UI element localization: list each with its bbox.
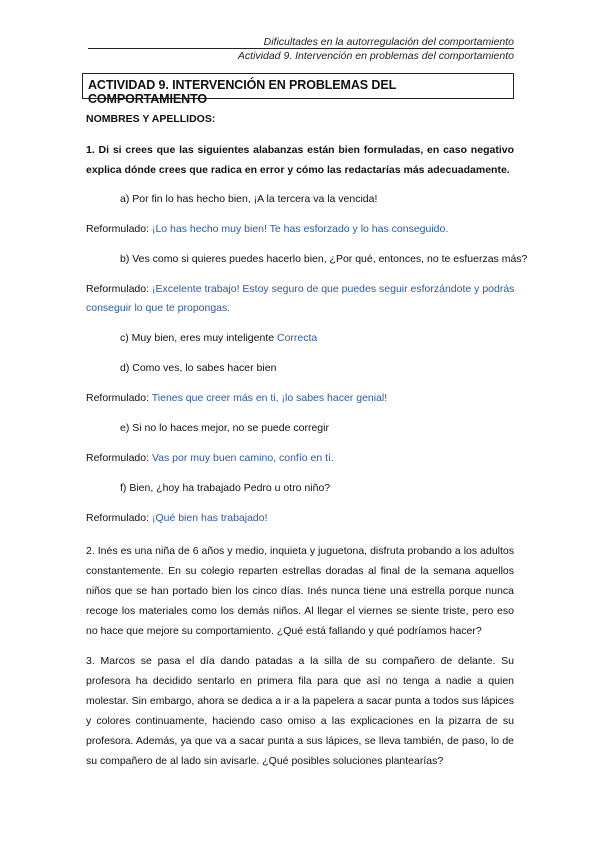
item-f-reformulated [86, 512, 268, 524]
answer-a: ¡Lo has hecho muy bien! Te has esforzado y lo has conseguido. [151, 223, 449, 235]
item-e-reformulated [86, 452, 334, 464]
reformulado-label: Reformulado: [86, 283, 150, 295]
header-rule [88, 48, 514, 49]
item-d-reformulated [86, 392, 387, 404]
answer-c: Correcta [277, 332, 318, 344]
answer-b-line2: conseguir lo que te propongas. [86, 302, 231, 314]
answer-d: Tienes que creer más en ti, ¡lo sabes hacer genial! [151, 392, 388, 404]
question-1: 1. Di si crees que las siguientes alabanzas están bien formuladas, en caso negativo explica dónde crees que radica en error y cómo las redactarías más adecuadamente. [86, 144, 514, 176]
page-title: ACTIVIDAD 9. INTERVENCIÓN EN PROBLEMAS DEL COMPORTAMIENTO [88, 78, 396, 106]
answer-b-line1: ¡Excelente trabajo! Estoy seguro de que puedes seguir esforzándote y podrás [151, 283, 515, 295]
header-activity: Actividad 9. Intervención en problemas del comportamiento [237, 50, 514, 62]
item-a: a) Por fin lo has hecho bien, ¡A la tercera va la vencida! [120, 193, 378, 205]
header-subject: Dificultades en la autorregulación del comportamiento [263, 36, 514, 48]
item-c-text: c) Muy bien, eres muy inteligente [120, 332, 275, 344]
names-label: NOMBRES Y APELLIDOS: [86, 113, 216, 125]
answer-e: Vas por muy buen camino, confío en tí. [151, 452, 334, 464]
question-3: 3. Marcos se pasa el día dando patadas a la silla de su compañero de delante. Su profesora ha decidido sentarlo en primera fila para que así no tenga a nadie a quien molestar. Sin embargo, ahora se dedica a ir a la papelera a sacar punta a todos sus lápices y colores continuamente, haciendo caso omiso a las explicaciones en la pizarra de su profesora. Además, ya que va a sacar punta a sus lápices, se lleva también, de paso, lo de su compañero de al lado sin avisarle. ¿Qué posibles soluciones plantearías? [86, 655, 514, 767]
title-box [82, 73, 514, 106]
item-b: b) Ves como si quieres puedes hacerlo bien, ¿Por qué, entonces, no te esfuerzas más? [120, 253, 528, 265]
item-b-reformulated [86, 283, 514, 295]
reformulado-label: Reformulado: [86, 452, 150, 464]
item-c [120, 332, 317, 344]
reformulado-label: Reformulado: [86, 392, 150, 404]
answer-f: ¡Qué bien has trabajado! [151, 512, 268, 524]
item-a-reformulated [86, 223, 448, 235]
reformulado-label: Reformulado: [86, 512, 150, 524]
item-f: f) Bien, ¿hoy ha trabajado Pedro u otro niño? [120, 482, 331, 494]
item-e: e) Si no lo haces mejor, no se puede corregir [120, 422, 329, 434]
question-2: 2. Inés es una niña de 6 años y medio, inquieta y juguetona, disfruta probando a los adultos constantemente. En su colegio reparten estrellas doradas al final de la semana aquellos niños que se han portado bien los cinco días. Inés nunca tiene una estrella porque nunca recoge los materiales como los demás niños. Al llegar el viernes se siente triste, pero eso no hace que mejore su comportamiento. ¿Qué está fallando y qué podríamos hacer? [86, 545, 514, 637]
reformulado-label: Reformulado: [86, 223, 150, 235]
item-d: d) Como ves, lo sabes hacer bien [120, 362, 277, 374]
